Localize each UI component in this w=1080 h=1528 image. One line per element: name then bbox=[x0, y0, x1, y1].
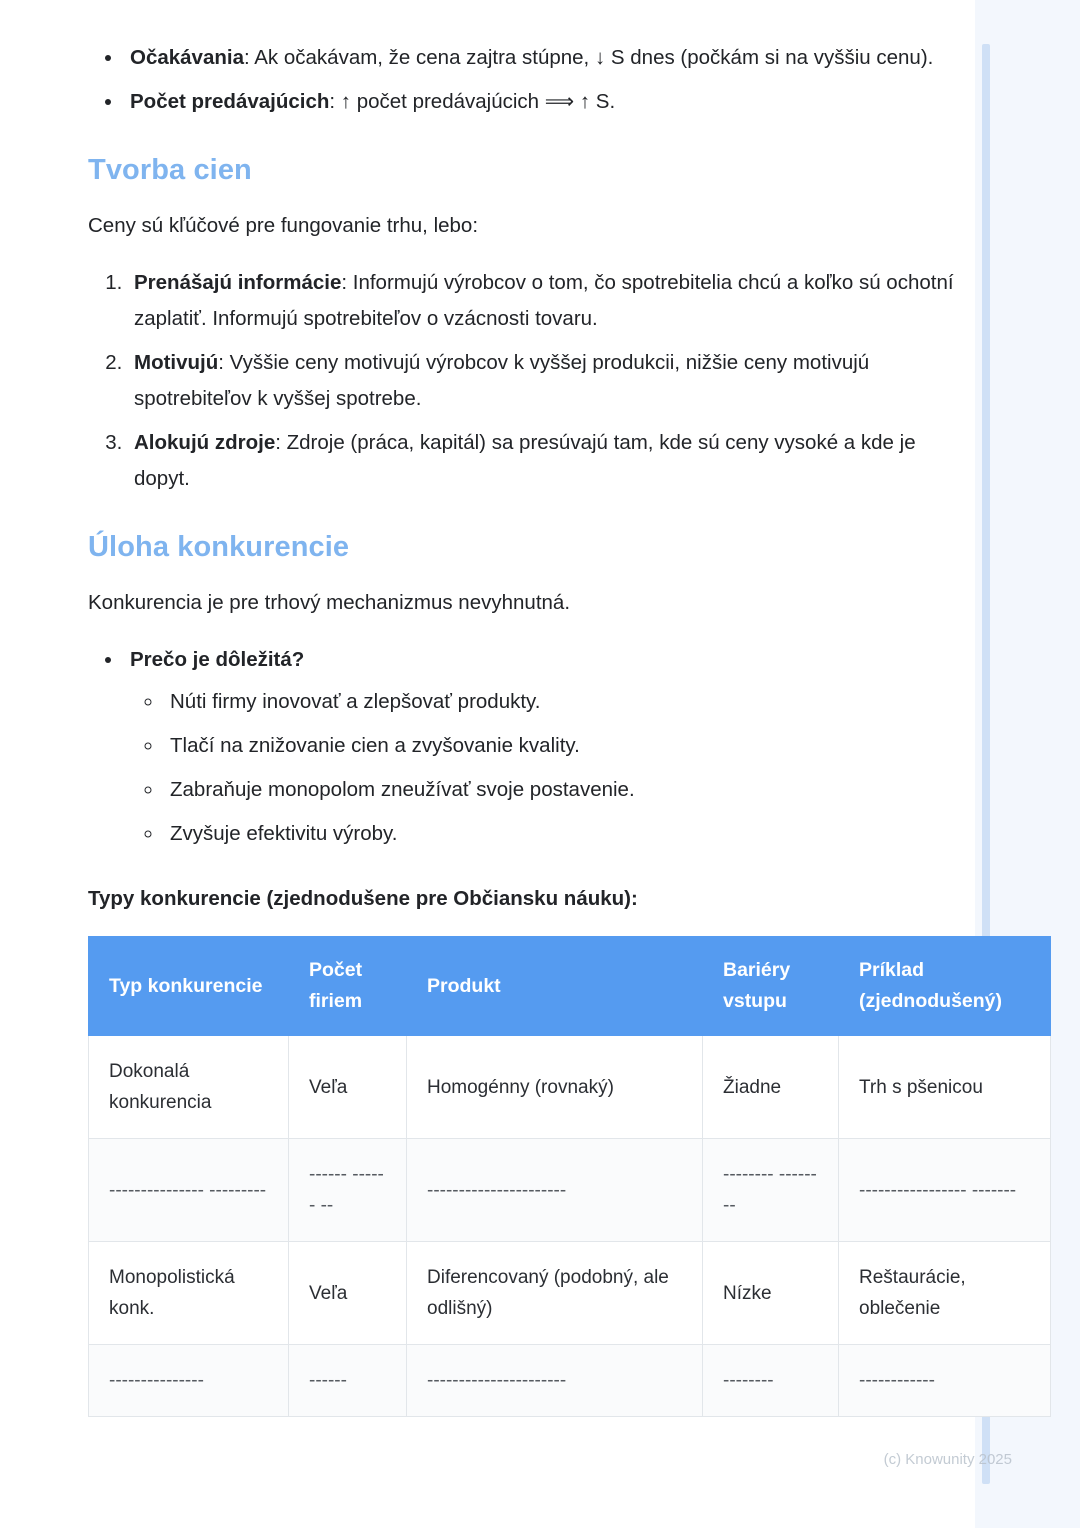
table-cell: Reštaurácie, oblečenie bbox=[839, 1242, 1051, 1345]
list-item bbox=[124, 40, 968, 76]
list-item-text: : Ak očakávam, že cena zajtra stúpne, ↓ S dnes (počkám si na vyššiu cenu). bbox=[243, 46, 934, 69]
list-item: ◦ Tlačí na znižovanie cien a zvyšovanie kvality. bbox=[164, 728, 968, 764]
list-item-text: : Zdroje (práca, kapitál) sa presúvajú tam, kde sú ceny vysoké a kde je dopyt. bbox=[134, 431, 916, 490]
list-item bbox=[128, 425, 968, 497]
table-header-cell: Bariéry vstupu bbox=[703, 937, 839, 1036]
table-title: Typy konkurencie (zjednodušene pre Občiansku náuku): bbox=[88, 887, 638, 910]
section-lead-tvorba-cien: Ceny sú kľúčové pre fungovanie trhu, lebo: bbox=[88, 214, 479, 237]
document-content bbox=[88, 40, 1017, 1417]
table-row bbox=[89, 1139, 1051, 1242]
table-cell: --------------- --------- bbox=[89, 1139, 289, 1242]
section-heading-uloha-konkurencie: Úloha konkurencie bbox=[88, 531, 350, 563]
list-item bbox=[128, 345, 968, 417]
table-header-cell: Počet firiem bbox=[289, 937, 407, 1036]
table-cell: ------------ bbox=[839, 1345, 1051, 1417]
table-cell: Trh s pšenicou bbox=[839, 1036, 1051, 1139]
list-item bbox=[124, 84, 968, 120]
table-cell: ------ ------ -- bbox=[289, 1139, 407, 1242]
competition-importance-list bbox=[88, 642, 968, 852]
table-header-cell: Produkt bbox=[407, 937, 703, 1036]
table-row bbox=[89, 1345, 1051, 1417]
table-cell: Homogénny (rovnaký) bbox=[407, 1036, 703, 1139]
table-header-cell: Príklad (zjednodušený) bbox=[839, 937, 1051, 1036]
table-cell: -------- -------- bbox=[703, 1139, 839, 1242]
section-lead-konkurencia: Konkurencia je pre trhový mechanizmus nevyhnutná. bbox=[88, 591, 571, 614]
list-item bbox=[124, 642, 968, 852]
table-cell: Nízke bbox=[703, 1242, 839, 1345]
list-item-term: Počet predávajúcich bbox=[130, 90, 330, 113]
table-cell: ----------------- ------- bbox=[839, 1139, 1051, 1242]
table-row bbox=[89, 1036, 1051, 1139]
price-functions-list bbox=[88, 265, 968, 497]
watermark: (c) Knowunity 2025 bbox=[883, 1451, 1012, 1468]
section-heading-tvorba-cien: Tvorba cien bbox=[88, 154, 252, 186]
table-cell: ---------------------- bbox=[407, 1139, 703, 1242]
competition-reasons-list bbox=[130, 684, 968, 852]
table-header-row bbox=[89, 937, 1051, 1036]
list-item bbox=[128, 265, 968, 337]
list-item-text: : Informujú výrobcov o tom, čo spotrebitelia chcú a koľko sú ochotní zaplatiť. Informujú spotrebiteľov o vzácnosti tovaru. bbox=[134, 271, 954, 330]
list-item-term: Motivujú bbox=[134, 351, 219, 374]
table-cell: --------------- bbox=[89, 1345, 289, 1417]
table-row bbox=[89, 1242, 1051, 1345]
table-cell: ---------------------- bbox=[407, 1345, 703, 1417]
list-item-text: : Vyššie ceny motivujú výrobcov k vyššej produkcii, nižšie ceny motivujú spotrebiteľov k vyššej spotrebe. bbox=[134, 351, 870, 410]
list-item: ◦ Zabraňuje monopolom zneužívať svoje postavenie. bbox=[164, 772, 968, 808]
table-cell: Veľa bbox=[289, 1036, 407, 1139]
list-item: ◦ Zvyšuje efektivitu výroby. bbox=[164, 816, 968, 852]
table-header-cell: Typ konkurencie bbox=[89, 937, 289, 1036]
list-item-text: : ↑ počet predávajúcich ⟹ ↑ S. bbox=[329, 90, 616, 113]
list-item-term: Alokujú zdroje bbox=[134, 431, 276, 454]
supply-factors-list bbox=[88, 40, 968, 120]
list-item-term: Prenášajú informácie bbox=[134, 271, 342, 294]
table-cell: -------- bbox=[703, 1345, 839, 1417]
table-cell: Monopolistická konk. bbox=[89, 1242, 289, 1345]
list-item-term: Prečo je dôležitá? bbox=[130, 648, 305, 671]
table-cell: Dokonalá konkurencia bbox=[89, 1036, 289, 1139]
list-item-term: Očakávania bbox=[130, 46, 244, 69]
competition-types-table bbox=[88, 936, 1051, 1417]
table-cell: Veľa bbox=[289, 1242, 407, 1345]
list-item: ◦ Núti firmy inovovať a zlepšovať produkty. bbox=[164, 684, 968, 720]
table-cell: Žiadne bbox=[703, 1036, 839, 1139]
table-cell: Diferencovaný (podobný, ale odlišný) bbox=[407, 1242, 703, 1345]
table-cell: ------ bbox=[289, 1345, 407, 1417]
